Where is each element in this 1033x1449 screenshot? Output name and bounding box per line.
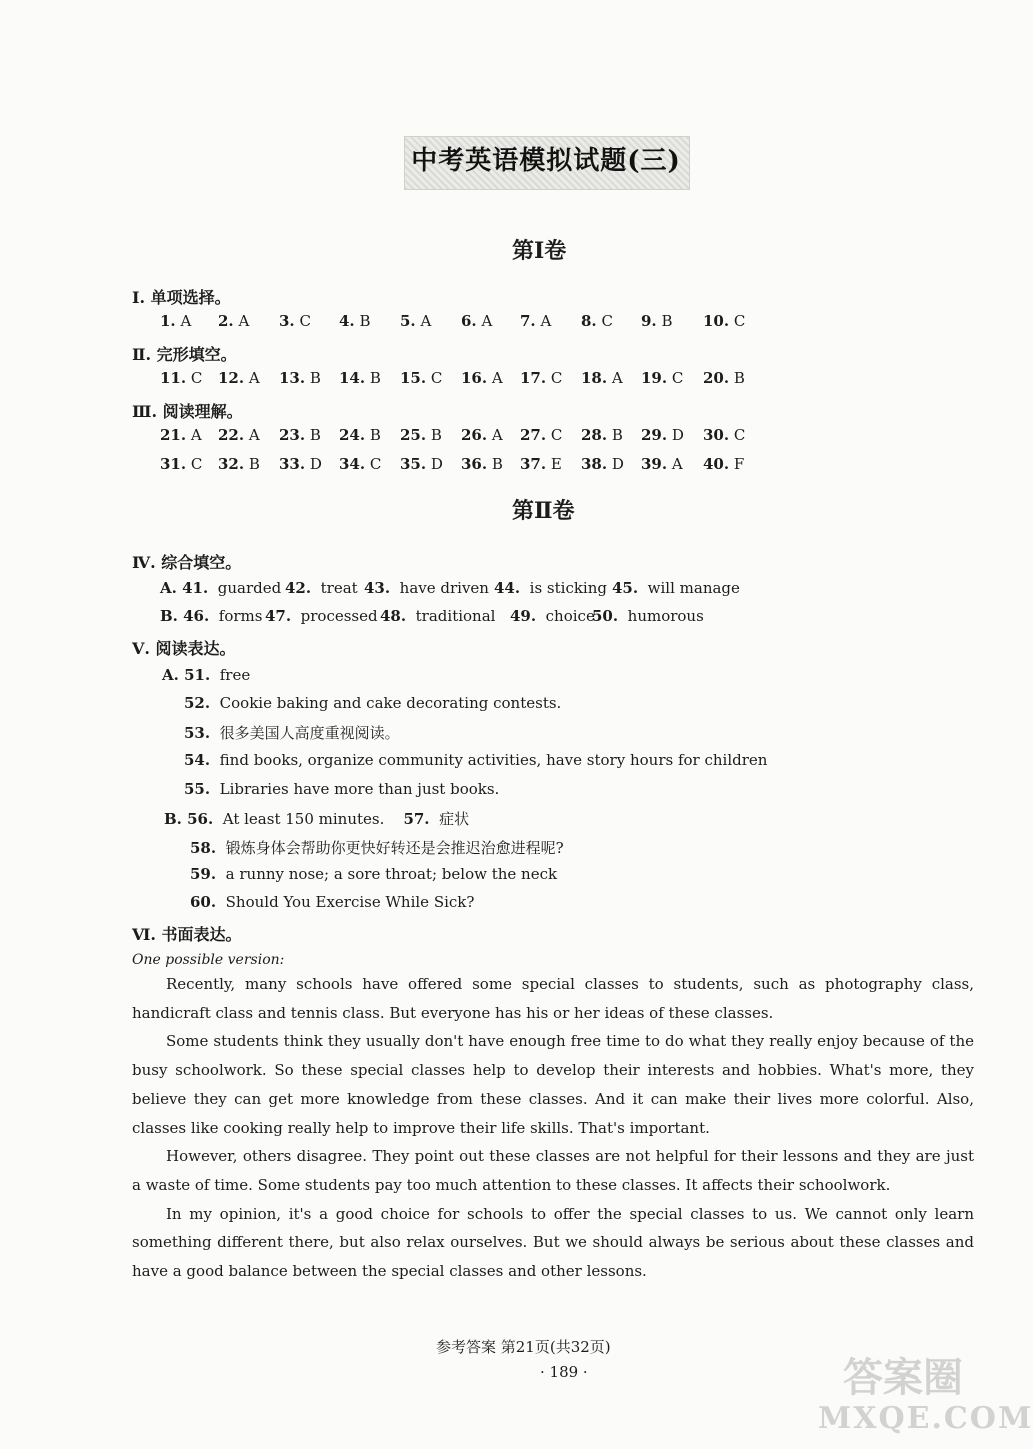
answer-number: 2. (218, 312, 234, 330)
answer-item (703, 455, 744, 473)
fill-in-row-a (0, 579, 1000, 603)
fill-in-answer: choice (545, 607, 595, 625)
answer-number: 18. (581, 369, 608, 387)
answer-56-57 (164, 808, 469, 829)
answer-55 (184, 780, 499, 798)
answer-number: 22. (218, 426, 245, 444)
answer-item (160, 455, 202, 473)
answer-number: 35. (400, 455, 427, 473)
answer-56-text: At least 150 minutes. (222, 810, 385, 828)
answer-52 (184, 694, 561, 712)
answer-item (279, 312, 311, 330)
answer-item (703, 312, 745, 330)
answer-number: 33. (279, 455, 306, 473)
answer-row-3 (0, 426, 1000, 450)
answer-number: 27. (520, 426, 547, 444)
essay-paragraph-2: Some students think they usually don't have enough free time to do what they really enjoy because of the busy schoolwork. So these special classes help to develop their interests and hobbies. What's more, they believe they can get more knowledge from these classes. And it can make their lives more colorful. Also, classes like cooking really help to improve their life skills. That's important. (132, 1032, 974, 1137)
answer-number: 17. (520, 369, 547, 387)
section-2-heading: Ⅱ. 完形填空。 (132, 345, 237, 364)
answer-item (641, 312, 672, 330)
answer-number: 29. (641, 426, 668, 444)
answer-choice: C (550, 369, 563, 387)
answer-60-text: Should You Exercise While Sick? (225, 893, 475, 911)
answer-choice: B (491, 455, 503, 473)
answer-item (218, 312, 249, 330)
fill-in-item (612, 579, 740, 597)
answer-choice: B (359, 312, 371, 330)
answer-number: 1. (160, 312, 176, 330)
answer-item (641, 369, 683, 387)
fill-in-answer: treat (320, 579, 358, 597)
answer-choice: B (248, 455, 260, 473)
fill-in-answer: traditional (415, 607, 496, 625)
answer-choice: A (248, 369, 260, 387)
section-3-heading: Ⅲ. 阅读理解。 (132, 402, 243, 421)
answer-choice: C (369, 455, 382, 473)
answer-53-text: 很多美国人高度重视阅读。 (219, 724, 400, 742)
answer-choice: D (611, 455, 624, 473)
fill-in-number: 42. (285, 579, 312, 597)
answer-item (461, 369, 503, 387)
answer-item (461, 426, 503, 444)
answer-choice: A (491, 426, 503, 444)
answer-choice: F (733, 455, 745, 473)
answer-choice: C (190, 455, 203, 473)
answer-choice: A (671, 455, 683, 473)
answer-choice: A (420, 312, 432, 330)
answer-choice: A (190, 426, 202, 444)
fill-in-item (160, 579, 281, 597)
fill-in-item (285, 579, 358, 597)
answer-number: 3. (279, 312, 295, 330)
answer-item (520, 426, 562, 444)
answer-number: 5. (400, 312, 416, 330)
fill-in-number: 50. (592, 607, 619, 625)
answer-item (703, 426, 745, 444)
answer-number: 28. (581, 426, 608, 444)
watermark-logo (818, 1346, 1033, 1441)
answer-item (520, 369, 562, 387)
answer-number: 38. (581, 455, 608, 473)
answer-item (218, 455, 260, 473)
fill-in-answer: will manage (647, 579, 740, 597)
answer-number: 23. (279, 426, 306, 444)
watermark-en: MXQE.COM (818, 1401, 1033, 1436)
answer-59 (190, 865, 557, 883)
fill-in-item (510, 607, 595, 625)
answer-58 (190, 837, 564, 858)
answer-item (400, 312, 431, 330)
answer-number: 4. (339, 312, 355, 330)
answer-60 (190, 893, 474, 911)
fill-in-item (494, 579, 607, 597)
answer-number: 20. (703, 369, 730, 387)
answer-item (160, 312, 191, 330)
fill-in-row-b (0, 607, 1000, 631)
answer-item (400, 455, 443, 473)
answer-number: 32. (218, 455, 245, 473)
answer-item (461, 455, 503, 473)
answer-58-text: 锻炼身体会帮助你更快好转还是会推迟治愈进程呢? (225, 839, 564, 857)
page-number: · 189 · (540, 1363, 588, 1381)
answer-item (400, 369, 442, 387)
answer-57-number: 57. (403, 810, 430, 828)
answer-number: 12. (218, 369, 245, 387)
answer-item (641, 455, 683, 473)
answer-item (339, 426, 381, 444)
answer-choice: C (671, 369, 684, 387)
answer-54-number: 54. (184, 751, 211, 769)
answer-item (218, 426, 260, 444)
answer-choice: B (369, 426, 381, 444)
fill-in-item (364, 579, 489, 597)
answer-item (279, 426, 321, 444)
answer-51 (162, 666, 250, 684)
answer-number: 25. (400, 426, 427, 444)
answer-choice: A (248, 426, 260, 444)
answer-item (279, 369, 321, 387)
answer-number: 31. (160, 455, 187, 473)
answer-55-number: 55. (184, 780, 211, 798)
fill-in-number: 47. (265, 607, 292, 625)
fill-in-answer: forms (218, 607, 263, 625)
answer-choice: C (733, 426, 746, 444)
fill-in-answer: guarded (217, 579, 282, 597)
answer-item (581, 312, 613, 330)
answer-row-1 (0, 312, 1000, 336)
answer-53-number: 53. (184, 724, 211, 742)
answer-choice: A (491, 369, 503, 387)
answer-item (339, 369, 381, 387)
essay-paragraph-1: Recently, many schools have offered some special classes to students, such as photography class, handicraft class and tennis class. But everyone has his or her ideas of these classes. (132, 975, 974, 1022)
writing-version-label: One possible version: (132, 952, 285, 968)
answer-choice: A (540, 312, 552, 330)
fill-in-answer: is sticking (529, 579, 607, 597)
answer-item (581, 369, 623, 387)
answer-number: 9. (641, 312, 657, 330)
answer-choice: B (661, 312, 673, 330)
answer-choice: C (733, 312, 746, 330)
answer-choice: C (299, 312, 311, 330)
answer-choice: C (601, 312, 613, 330)
answer-choice: B (309, 369, 321, 387)
footer-reference: 参考答案 第21页(共32页) (436, 1338, 611, 1356)
fill-in-item (265, 607, 378, 625)
volume-2-heading: 第Ⅱ卷 (512, 498, 575, 524)
answer-number: 37. (520, 455, 547, 473)
answer-choice: A (238, 312, 250, 330)
writing-essay (132, 970, 974, 1286)
answer-choice: E (550, 455, 562, 473)
fill-in-answer: humorous (627, 607, 704, 625)
fill-in-number: B. 46. (160, 607, 210, 625)
answer-choice: A (611, 369, 623, 387)
answer-choice: A (481, 312, 493, 330)
answer-56-number: B. 56. (164, 810, 214, 828)
fill-in-item (380, 607, 495, 625)
answer-item (160, 426, 202, 444)
answer-choice: C (550, 426, 563, 444)
answer-number: 10. (703, 312, 730, 330)
answer-item (703, 369, 745, 387)
answer-number: 21. (160, 426, 187, 444)
answer-item (641, 426, 684, 444)
answer-number: 7. (520, 312, 536, 330)
answer-item (218, 369, 260, 387)
answer-number: 39. (641, 455, 668, 473)
answer-60-number: 60. (190, 893, 217, 911)
fill-in-number: 43. (364, 579, 391, 597)
page-title: 中考英语模拟试题(三) (411, 146, 681, 176)
fill-in-number: 48. (380, 607, 407, 625)
essay-paragraph-4: In my opinion, it's a good choice for schools to offer the special classes to us. We cannot only learn something different there, but also relax ourselves. But we should always be serious about these classes and have a good balance between the special classes and other lessons. (132, 1204, 974, 1281)
answer-choice: B (369, 369, 381, 387)
fill-in-item (160, 607, 262, 625)
answer-item (581, 426, 623, 444)
section-5-heading: Ⅴ. 阅读表达。 (132, 639, 236, 658)
volume-1-heading: 第Ⅰ卷 (512, 238, 567, 264)
fill-in-number: A. 41. (160, 579, 209, 597)
answer-number: 15. (400, 369, 427, 387)
answer-59-number: 59. (190, 865, 217, 883)
answer-choice: D (309, 455, 322, 473)
answer-item (279, 455, 322, 473)
fill-in-answer: processed (300, 607, 378, 625)
answer-number: 8. (581, 312, 597, 330)
essay-paragraph-3: However, others disagree. They point out these classes are not helpful for their lessons and they are just a waste of time. Some students pay too much attention to these classes. It affects their schoolwork. (132, 1147, 974, 1194)
fill-in-number: 49. (510, 607, 537, 625)
fill-in-item (592, 607, 704, 625)
answer-52-text: Cookie baking and cake decorating contests. (219, 694, 562, 712)
answer-choice: D (671, 426, 684, 444)
answer-item (400, 426, 442, 444)
answer-number: 30. (703, 426, 730, 444)
answer-54 (184, 751, 767, 769)
answer-54-text: find books, organize community activities, have story hours for children (219, 751, 768, 769)
answer-number: 19. (641, 369, 668, 387)
answer-53 (184, 722, 400, 743)
answer-row-4 (0, 455, 1000, 479)
answer-number: 26. (461, 426, 488, 444)
answer-number: 24. (339, 426, 366, 444)
answer-choice: B (611, 426, 623, 444)
answer-51-text: free (219, 666, 251, 684)
answer-number: 14. (339, 369, 366, 387)
answer-choice: A (180, 312, 192, 330)
fill-in-answer: have driven (399, 579, 489, 597)
answer-number: 34. (339, 455, 366, 473)
watermark-cn: 答案圈 (843, 1354, 963, 1401)
section-6-heading: Ⅵ. 书面表达。 (132, 925, 242, 944)
answer-number: 40. (703, 455, 730, 473)
answer-number: 13. (279, 369, 306, 387)
fill-in-number: 45. (612, 579, 639, 597)
answer-choice: C (190, 369, 203, 387)
answer-number: 16. (461, 369, 488, 387)
answer-57-text: 症状 (439, 810, 470, 828)
fill-in-number: 44. (494, 579, 521, 597)
answer-number: 36. (461, 455, 488, 473)
answer-item (160, 369, 202, 387)
answer-51-number: A. 51. (162, 666, 211, 684)
answer-59-text: a runny nose; a sore throat; below the neck (225, 865, 558, 883)
answer-choice: D (430, 455, 443, 473)
section-1-heading: Ⅰ. 单项选择。 (132, 288, 231, 307)
answer-number: 6. (461, 312, 477, 330)
answer-choice: B (733, 369, 745, 387)
answer-item (339, 455, 381, 473)
section-4-heading: Ⅳ. 综合填空。 (132, 553, 242, 572)
answer-55-text: Libraries have more than just books. (219, 780, 500, 798)
answer-item (339, 312, 370, 330)
answer-choice: B (430, 426, 442, 444)
answer-item (520, 455, 562, 473)
answer-item (581, 455, 624, 473)
answer-item (520, 312, 551, 330)
answer-item (461, 312, 492, 330)
answer-number: 11. (160, 369, 187, 387)
answer-choice: C (430, 369, 443, 387)
answer-58-number: 58. (190, 839, 217, 857)
answer-52-number: 52. (184, 694, 211, 712)
answer-row-2 (0, 369, 1000, 393)
answer-choice: B (309, 426, 321, 444)
